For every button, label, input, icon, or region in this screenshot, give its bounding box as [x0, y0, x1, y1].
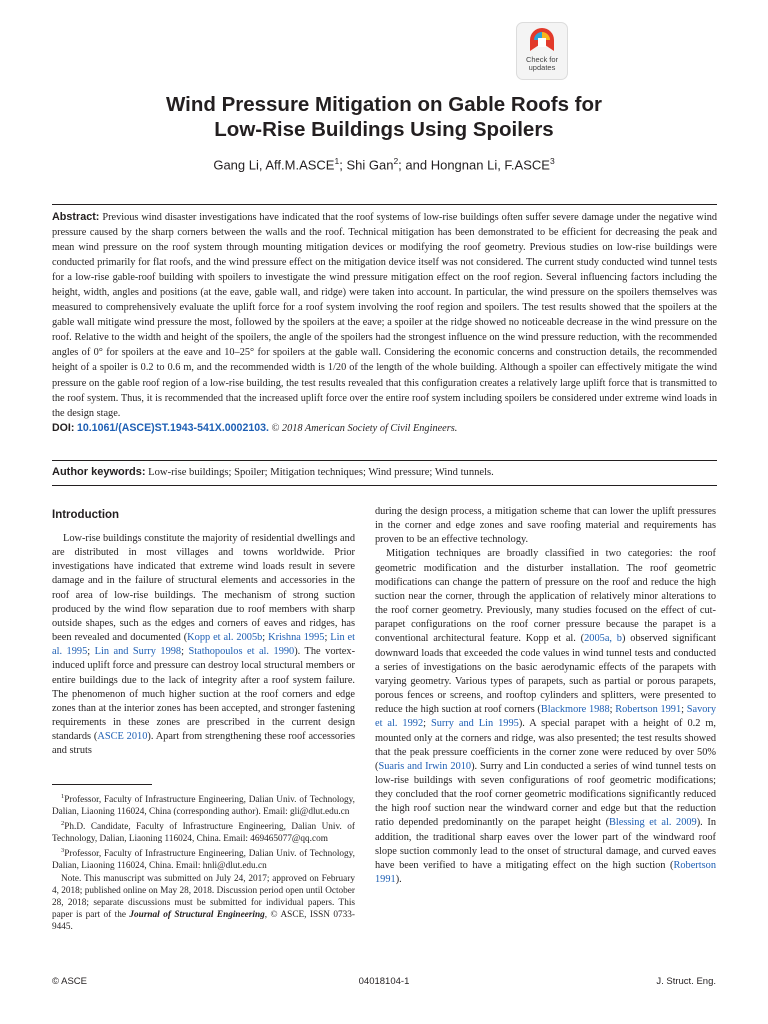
keywords-top-rule	[52, 460, 717, 461]
text-run: ). Apart from strengthening these roof accessories and struts	[52, 731, 355, 757]
journal-name: Journal of Structural Engineering	[129, 909, 265, 920]
keywords-label: Author keywords:	[52, 466, 146, 478]
footer-journal: J. Struct. Eng.	[656, 976, 716, 987]
text-run: ;	[181, 646, 189, 658]
citation-link[interactable]: Kopp et al. 2005b	[187, 632, 263, 644]
footer-copyright: © ASCE	[52, 976, 87, 987]
check-for-updates-badge[interactable]	[516, 22, 568, 80]
abstract-label: Abstract:	[52, 211, 100, 223]
title-line-2: Low-Rise Buildings Using Spoilers	[214, 118, 554, 141]
title-line-1: Wind Pressure Mitigation on Gable Roofs for	[165, 93, 603, 116]
text-run: ). In addition, the traditional sharp eaves over the lower part of the windward roof slope suction commonly lead to the onset of structural damage, and curved eaves have been verified to have a mitigating effect on the high suction (	[375, 817, 717, 871]
intro-paragraph-2	[375, 547, 716, 887]
copyright: © 2018 American Society of Civil Engineers.	[268, 422, 458, 434]
citation-link[interactable]: Robertson 1991	[615, 704, 682, 716]
badge-text	[517, 56, 567, 72]
footnotes	[52, 791, 355, 933]
footnote-2	[52, 818, 355, 845]
author-list	[0, 156, 768, 172]
citation-link[interactable]: ASCE 2010	[97, 731, 148, 743]
citation-link[interactable]: Lin et al. 1995	[52, 632, 355, 658]
right-column-body	[375, 505, 716, 887]
footer-article-number: 04018104-1	[358, 976, 410, 987]
badge-line-2: updates	[528, 63, 556, 72]
citation-link[interactable]: Surry and Lin 1995	[430, 718, 519, 730]
citation-link[interactable]: 2005a, b	[584, 633, 622, 645]
footnote-text: Ph.D. Candidate, Faculty of Infrastructure Engineering, Dalian Univ. of Technology, Dalian, Liaoning 116024, China. Email: 469465077@qq.com	[52, 822, 355, 845]
citation-link[interactable]: Stathopoulos et al. 1990	[188, 646, 295, 658]
author-sep-2: ; and	[398, 157, 431, 173]
citation-link[interactable]: Robertson 1991	[375, 859, 716, 886]
author-3-affil: 3	[549, 156, 555, 166]
text-run: ). Surry and Lin conducted a series of wind tunnel tests on low-rise buildings with seven configurations of roof geometric modifications; they concluded that the roof corner geometric modifications significantly reduced the high roof suction near the windward corner and edge but that the reduction ratio depended predominantly on the parapet height (	[375, 760, 716, 829]
abstract-top-rule	[52, 204, 717, 205]
footnote-text: Professor, Faculty of Infrastructure Engineering, Dalian Univ. of Technology, Dalian, Liaoning 116024, China (corresponding author). Email: gli@dlut.edu.cn	[52, 795, 355, 818]
text-run: ;	[262, 632, 269, 644]
text-run: ). The vortex-induced uplift force and pressure can destroy local structural members or entire buildings due to the lack of integrity after a roof system failure. The phenomenon of much higher suction at the roof corners and edge zones than at the interior zones has been accepted, and stronger fastening requirements in these zones are prescribed in the current design standards (	[52, 646, 356, 743]
footnote-text: Professor, Faculty of Infrastructure Engineering, Dalian Univ. of Technology, Dalian, Liaoning 116024, China. Email: hnli@dlut.edu.cn	[52, 849, 355, 872]
author-2: Shi Gan	[346, 157, 394, 173]
text-run: ). A special parapet with a height of 0.2 m, mounted only at the corners and ridge, was also presented; the test results showed that the peak pressure coefficients in the corner zone were reduced by over 50% (	[375, 718, 716, 772]
footnote-marker: 1	[61, 793, 65, 800]
section-heading-introduction: Introduction	[52, 509, 120, 521]
author-1-affil: 1	[334, 156, 340, 166]
text-run: Low-rise buildings constitute the majority of residential dwellings and are distributed in most villages and towns worldwide. Prior investigations have indicated that extreme wind loads result in severe damage and in the failure of structural elements and accessories in the roof area of low-rise buildings. The mechanism of strong suction produced by the wind flow separation due to roof members with sharp outside shapes, such as the edges and corners of eaves and ridges, has been revealed and documented (	[52, 533, 355, 644]
badge-line-1: Check for	[525, 55, 559, 64]
text-run: ).	[395, 874, 402, 886]
keywords-bottom-rule	[52, 485, 717, 486]
intro-paragraph-1	[52, 532, 355, 759]
intro-paragraph-continued: during the design process, a mitigation scheme that can lower the uplift pressures in the corner and edge zones and save roofing material and requirements has proven to be an effective technology.	[375, 506, 716, 546]
text-run: ;	[423, 718, 431, 730]
submission-note	[52, 873, 355, 933]
text-run: ;	[681, 704, 687, 716]
issn-text: , © ASCE, ISSN 0733-9445.	[52, 909, 355, 932]
author-keywords	[52, 465, 717, 480]
text-run: ) observed significant downward loads that exceeded the code values in wind tunnel tests and conducted a series of investigations on the basic aerodynamic effects of the parapets with varying geometry. Various types of parapets, such as partial or porous parapets, porous fences or screens, and rooftop cylinders and splitters, were presented to reduce the high suction at roof corners (	[375, 633, 717, 716]
footnote-marker: 3	[61, 847, 65, 855]
author-3: Hongnan Li, F.ASCE	[430, 157, 550, 173]
note-text: Note. This manuscript was submitted on July 24, 2017; approved on February 4, 2018; published online on May 28, 2018. Discussion period open until October 28, 2018; separate discussions must be submitted for individual papers. This paper is part of the	[52, 873, 355, 920]
abstract	[52, 210, 717, 436]
doi-link[interactable]: 10.1061/(ASCE)ST.1943-541X.0002103.	[76, 421, 269, 434]
citation-link[interactable]: Blackmore 1988	[540, 704, 610, 716]
footnote-3	[52, 845, 355, 872]
footnote-marker: 2	[61, 820, 65, 828]
text-run: ;	[324, 632, 331, 644]
author-2-affil: 2	[393, 156, 399, 166]
text-run: ;	[609, 704, 616, 716]
author-1: Gang Li, Aff.M.ASCE	[213, 157, 335, 173]
text-run: ;	[87, 646, 95, 658]
author-sep-1: ;	[339, 157, 347, 173]
citation-link[interactable]: Savory et al. 1992	[375, 704, 717, 730]
paper-title	[0, 92, 768, 142]
footnote-rule	[52, 784, 152, 785]
abstract-text: Previous wind disaster investigations have indicated that the roof systems of low-rise buildings often suffer severe damage under the negative wind pressure caused by the sharp corners between the walls and the roof. Technical mitigation has been demonstrated to be efficient for decreasing the peak and mean wind pressure on the roof system through mounting mitigation devices or modifying the roof geometry. Previous studies on low-rise buildings were conducted primarily for flat roofs, and the wind pressure effect on the mitigation device itself was not considered. The current study conducted wind tunnel tests for a low-rise gable-roof building with spoilers to investigate the wind pressure mitigation effect on the roof region. Several influencing factors including the height, width, angles and positions (at the eave, gable wall, and ridge) were taken into account. In particular, the wind pressure on the spoilers themselves was measured to comprehensively evaluate the uplift force for a roof system involving the roof region and spoilers. The test results showed that the spoilers at the gable wall mitigate wind pressure the most, followed by the spoilers at the eave; a spoiler at the ridge showed no noticeable decrease in the wind pressure on the roof. Relative to the width and height of the spoilers, the angle of the spoilers had the strongest influence on the wind pressure reduction, with the recommended angles of 0° for spoilers at the eave and 10–25° for spoilers at the gable wall. Considering the economic concerns and construction details, the recommended height of a spoiler is 0.2 to 0.6 m, and the recommended width is 1/20 of the length of the whole building. Although a spoiler can effectively mitigate the wind pressure on the gable roof region of a low-rise building, the test results revealed that this configuration creates a relatively large uplift force that is transmitted to the roof system. Thus, it is recommended that the increased uplift force over the entire roof system including spoilers be considered under extreme wind loads in the design stage.	[52, 212, 717, 419]
doi-label: DOI:	[52, 421, 75, 434]
keywords-text: Low-rise buildings; Spoiler; Mitigation techniques; Wind pressure; Wind tunnels.	[145, 467, 494, 478]
footnote-1	[52, 791, 355, 818]
left-column-body	[52, 532, 355, 759]
citation-link[interactable]: Blessing et al. 2009	[609, 817, 697, 829]
text-run: Mitigation techniques are broadly classified in two categories: the roof geometric modification and the disturber installation. The roof geometric modifications can change the pattern of pressure on the roof and reduce the high suction near the corner, through the application of relatively minor alterations to the roof corner geometry. Previously, many studies focused on the effect of cut-parapet configurations on the roof corner pressure because the parapet is a conventional architectural feature. Kopp et al. (	[375, 548, 716, 645]
citation-link[interactable]: Suaris and Irwin 2010	[378, 760, 472, 772]
crossmark-icon	[529, 27, 555, 55]
citation-link[interactable]: Lin and Surry 1998	[94, 646, 182, 658]
citation-link[interactable]: Krishna 1995	[268, 632, 325, 644]
